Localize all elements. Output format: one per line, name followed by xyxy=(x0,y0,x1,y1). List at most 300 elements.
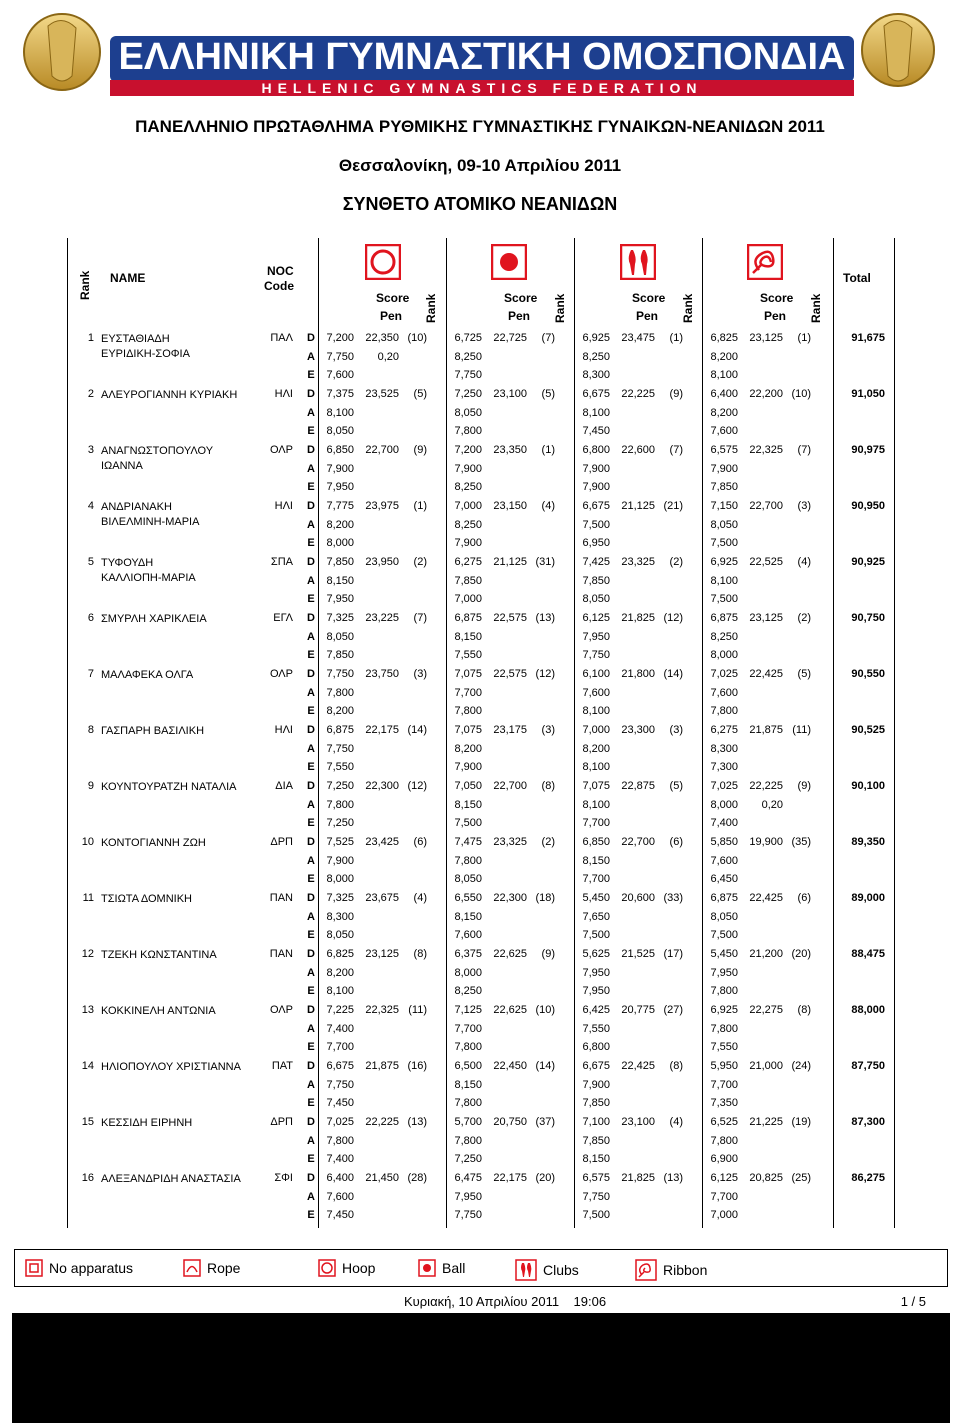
panel-score: 8,050 xyxy=(710,518,738,531)
athlete-name-line2: ΕΥΡΙΔΙΚΗ-ΣΟΦΙΑ xyxy=(101,348,190,360)
panel-score: 8,150 xyxy=(454,798,482,811)
apparatus-score: 23,100 xyxy=(621,1116,655,1128)
apparatus-rank: (9) xyxy=(669,388,683,400)
panel-score: 7,500 xyxy=(582,518,610,531)
panel-score: 7,500 xyxy=(582,929,610,942)
footer-timestamp: Κυριακή, 10 Απριλίου 2011 19:06 xyxy=(404,1294,607,1309)
panel-score: 8,150 xyxy=(454,1078,482,1091)
apparatus-rank: (14) xyxy=(535,1060,555,1072)
panel-score: 7,500 xyxy=(582,1209,610,1222)
panel-score: 7,400 xyxy=(710,817,738,830)
panel-score: 7,700 xyxy=(582,873,610,886)
apparatus-score: 22,575 xyxy=(493,668,527,680)
panel-score: 7,025 xyxy=(326,1116,354,1128)
score-component-label: D xyxy=(307,388,315,400)
apparatus-rank: (11) xyxy=(792,724,811,736)
apparatus-score: 23,225 xyxy=(365,612,399,624)
noc-code: ΔΡΠ xyxy=(270,836,293,848)
panel-score: 7,900 xyxy=(326,462,354,475)
apparatus-score: 22,300 xyxy=(365,780,399,792)
ribbon-rank-header: Rank xyxy=(809,293,823,323)
score-line-e xyxy=(67,422,895,441)
panel-score: 6,825 xyxy=(326,948,354,960)
athlete-row xyxy=(67,441,895,497)
noc-code: ΔΙΑ xyxy=(275,780,293,792)
apparatus-rank: (5) xyxy=(797,668,811,680)
apparatus-score: 23,325 xyxy=(621,556,655,568)
legend-ribbon xyxy=(635,1259,707,1281)
apparatus-rank: (2) xyxy=(797,612,811,624)
score-component-label: D xyxy=(307,1004,315,1016)
apparatus-rank: (3) xyxy=(669,724,683,736)
panel-score: 7,325 xyxy=(326,612,354,624)
athlete-row xyxy=(67,665,895,721)
panel-score: 6,400 xyxy=(326,1172,354,1184)
total-score: 90,525 xyxy=(851,724,885,736)
apparatus-rank: (4) xyxy=(541,500,555,512)
athlete-rank: 3 xyxy=(87,444,94,456)
page-number: 1 / 5 xyxy=(900,1294,926,1309)
panel-score: 7,800 xyxy=(454,1041,482,1054)
panel-score: 7,750 xyxy=(326,1078,354,1091)
ball-icon xyxy=(491,244,527,280)
athlete-name-line1: ΚΟΥΝΤΟΥΡΑΤΖΗ ΝΑΤΑΛΙΑ xyxy=(101,781,237,793)
noc-code: ΗΛΙ xyxy=(274,500,293,512)
apparatus-rank: (3) xyxy=(541,724,555,736)
athlete-name-line1: ΣΜΥΡΛΗ ΧΑΡΙΚΛΕΙΑ xyxy=(101,613,207,625)
panel-score: 8,150 xyxy=(454,910,482,923)
apparatus-score: 20,825 xyxy=(749,1172,783,1184)
apparatus-penalty: 0,20 xyxy=(761,798,783,811)
hoop-pen-header: Pen xyxy=(380,309,403,323)
score-line-a xyxy=(67,740,895,759)
athlete-name xyxy=(101,444,271,474)
panel-score: 7,900 xyxy=(454,537,482,550)
panel-score: 6,275 xyxy=(710,724,738,736)
panel-score: 8,000 xyxy=(326,537,354,550)
ribbon-icon xyxy=(747,244,783,280)
panel-score: 7,950 xyxy=(582,985,610,998)
panel-score: 7,800 xyxy=(454,425,482,438)
legend-ball xyxy=(418,1259,465,1277)
panel-score: 8,200 xyxy=(326,518,354,531)
apparatus-rank: (8) xyxy=(797,1004,811,1016)
athlete-row xyxy=(67,609,895,665)
apparatus-score: 22,575 xyxy=(493,612,527,624)
score-line-a xyxy=(67,908,895,927)
legend-hoop-label: Hoop xyxy=(342,1260,376,1276)
athlete-name-line2: ΒΙΛΕΛΜΙΝΗ-ΜΑΡΙΑ xyxy=(101,516,200,528)
apparatus-rank: (3) xyxy=(797,500,811,512)
apparatus-rank: (9) xyxy=(797,780,811,792)
apparatus-score: 23,100 xyxy=(493,388,527,400)
score-line-e xyxy=(67,1206,895,1225)
panel-score: 7,225 xyxy=(326,1004,354,1016)
hoop-icon xyxy=(318,1259,336,1277)
federation-banner xyxy=(18,6,942,98)
score-component-label: D xyxy=(307,836,315,848)
ribbon-score-header: Score xyxy=(760,291,794,305)
apparatus-rank: (10) xyxy=(407,332,427,344)
score-line-e xyxy=(67,814,895,833)
total-score: 90,550 xyxy=(851,668,885,680)
panel-score: 8,250 xyxy=(454,481,482,494)
panel-score: 7,700 xyxy=(582,817,610,830)
total-score: 88,475 xyxy=(851,948,885,960)
panel-score: 6,925 xyxy=(582,332,610,344)
athlete-name-line1: ΕΥΣΤΑΘΙΑΔΗ xyxy=(101,333,170,345)
ball-pen-header: Pen xyxy=(508,309,531,323)
panel-score: 8,200 xyxy=(326,966,354,979)
score-component-label: A xyxy=(307,518,315,531)
athlete-name-line1: ΤΖΕΚΗ ΚΩΝΣΤΑΝΤΙΝΑ xyxy=(101,949,217,961)
athlete-name-line1: ΑΛΕΥΡΟΓΙΑΝΝΗ ΚΥΡΙΑΚΗ xyxy=(101,389,238,401)
apparatus-rank: (13) xyxy=(663,1172,683,1184)
panel-score: 8,100 xyxy=(326,985,354,998)
panel-score: 7,500 xyxy=(710,929,738,942)
panel-score: 7,550 xyxy=(454,649,482,662)
apparatus-score: 21,000 xyxy=(749,1060,783,1072)
apparatus-score: 22,325 xyxy=(749,444,783,456)
apparatus-score: 21,825 xyxy=(621,612,655,624)
apparatus-rank: (33) xyxy=(663,892,683,904)
panel-score: 8,050 xyxy=(454,873,482,886)
panel-score: 8,250 xyxy=(454,985,482,998)
col-header-code: Code xyxy=(264,279,294,293)
athlete-name xyxy=(101,1172,271,1187)
panel-score: 8,100 xyxy=(582,406,610,419)
panel-score: 6,850 xyxy=(582,836,610,848)
apparatus-rank: (28) xyxy=(407,1172,427,1184)
athlete-rank: 2 xyxy=(87,388,94,400)
apparatus-score: 22,200 xyxy=(749,388,783,400)
score-component-label: E xyxy=(307,649,315,662)
panel-score: 7,525 xyxy=(326,836,354,848)
noc-code: ΠΑΤ xyxy=(271,1060,293,1072)
athlete-name xyxy=(101,668,271,683)
panel-score: 7,700 xyxy=(710,1078,738,1091)
athlete-rank: 12 xyxy=(81,948,94,960)
panel-score: 7,800 xyxy=(326,686,354,699)
athlete-name-line2: ΚΑΛΛΙΟΠΗ-ΜΑΡΙΑ xyxy=(101,572,196,584)
panel-score: 8,100 xyxy=(710,369,738,382)
apparatus-rank: (6) xyxy=(413,836,427,848)
apparatus-score: 20,600 xyxy=(621,892,655,904)
legend-clubs-label: Clubs xyxy=(543,1262,579,1278)
athlete-row xyxy=(67,889,895,945)
score-line-a xyxy=(67,796,895,815)
panel-score: 7,600 xyxy=(710,686,738,699)
panel-score: 7,100 xyxy=(582,1116,610,1128)
col-header-rank: Rank xyxy=(78,270,92,300)
apparatus-rank: (11) xyxy=(408,1004,427,1016)
panel-score: 8,200 xyxy=(582,742,610,755)
apparatus-score: 23,675 xyxy=(365,892,399,904)
panel-score: 6,125 xyxy=(582,612,610,624)
panel-score: 7,000 xyxy=(582,724,610,736)
score-component-label: E xyxy=(307,1153,315,1166)
panel-score: 7,475 xyxy=(454,836,482,848)
athlete-name-line1: ΤΣΙΩΤΑ ΔΟΜΝΙΚΗ xyxy=(101,893,192,905)
panel-score: 6,525 xyxy=(710,1116,738,1128)
panel-score: 7,775 xyxy=(326,500,354,512)
panel-score: 7,850 xyxy=(710,481,738,494)
apparatus-rank: (6) xyxy=(669,836,683,848)
apparatus-rank: (8) xyxy=(541,780,555,792)
athlete-row xyxy=(67,385,895,441)
panel-score: 6,875 xyxy=(710,892,738,904)
panel-score: 7,950 xyxy=(326,593,354,606)
score-component-label: A xyxy=(307,350,315,363)
athlete-name xyxy=(101,892,271,907)
apparatus-rank: (5) xyxy=(541,388,555,400)
apparatus-rank: (4) xyxy=(797,556,811,568)
score-line-a xyxy=(67,628,895,647)
panel-score: 7,800 xyxy=(454,1134,482,1147)
panel-score: 5,700 xyxy=(454,1116,482,1128)
panel-score: 7,850 xyxy=(454,574,482,587)
apparatus-score: 22,525 xyxy=(749,556,783,568)
score-component-label: D xyxy=(307,444,315,456)
score-line-e xyxy=(67,1038,895,1057)
score-component-label: E xyxy=(307,705,315,718)
panel-score: 7,600 xyxy=(454,929,482,942)
apparatus-rank: (13) xyxy=(407,1116,427,1128)
apparatus-rank: (18) xyxy=(535,892,555,904)
score-component-label: D xyxy=(307,892,315,904)
legend-rope-label: Rope xyxy=(207,1260,241,1276)
athlete-name xyxy=(101,948,271,963)
score-component-label: E xyxy=(307,873,315,886)
panel-score: 8,050 xyxy=(582,593,610,606)
score-component-label: E xyxy=(307,593,315,606)
championship-title: ΠΑΝΕΛΛΗΝΙΟ ΠΡΩΤΑΘΛΗΜΑ ΡΥΘΜΙΚΗΣ ΓΥΜΝΑΣΤΙΚΗΣ ΓΥΝΑΙΚΩΝ-ΝΕΑΝΙΔΩΝ 2011 xyxy=(135,117,825,136)
panel-score: 7,450 xyxy=(326,1097,354,1110)
panel-score: 7,400 xyxy=(326,1022,354,1035)
athlete-row xyxy=(67,833,895,889)
score-component-label: A xyxy=(307,1078,315,1091)
panel-score: 7,900 xyxy=(454,761,482,774)
total-score: 90,750 xyxy=(851,612,885,624)
legend-rope xyxy=(183,1259,240,1277)
apparatus-rank: (20) xyxy=(791,948,811,960)
apparatus-rank: (12) xyxy=(407,780,427,792)
ball-rank-header: Rank xyxy=(553,293,567,323)
panel-score: 7,600 xyxy=(326,1190,354,1203)
apparatus-score: 23,125 xyxy=(749,332,783,344)
panel-score: 8,000 xyxy=(710,798,738,811)
panel-score: 7,850 xyxy=(326,649,354,662)
athlete-name xyxy=(101,1004,271,1019)
legend-no-apparatus-label: No apparatus xyxy=(49,1260,134,1276)
apparatus-score: 21,825 xyxy=(621,1172,655,1184)
apparatus-score: 21,525 xyxy=(621,948,655,960)
apparatus-score: 23,525 xyxy=(365,388,399,400)
athlete-row xyxy=(67,553,895,609)
apparatus-score: 20,750 xyxy=(493,1116,527,1128)
panel-score: 8,100 xyxy=(582,761,610,774)
panel-score: 8,200 xyxy=(454,742,482,755)
panel-score: 7,700 xyxy=(326,1041,354,1054)
apparatus-score: 22,225 xyxy=(621,388,655,400)
apparatus-rank: (35) xyxy=(791,836,811,848)
panel-score: 6,125 xyxy=(710,1172,738,1184)
athlete-name-line2: ΙΩΑΝΝΑ xyxy=(101,460,143,472)
panel-score: 7,750 xyxy=(454,1209,482,1222)
panel-score: 8,050 xyxy=(326,425,354,438)
panel-score: 6,875 xyxy=(454,612,482,624)
apparatus-score: 23,750 xyxy=(365,668,399,680)
score-component-label: E xyxy=(307,481,315,494)
panel-score: 7,950 xyxy=(582,966,610,979)
apparatus-rank: (27) xyxy=(663,1004,683,1016)
noc-code: ΕΓΛ xyxy=(273,612,293,624)
athlete-rank: 5 xyxy=(87,556,94,568)
score-line-e xyxy=(67,646,895,665)
noc-code: ΟΛΡ xyxy=(269,668,293,680)
athlete-rows xyxy=(67,329,895,1225)
ball-score-header: Score xyxy=(504,291,538,305)
score-component-label: D xyxy=(307,1116,315,1128)
col-header-total: Total xyxy=(843,271,871,285)
panel-score: 7,800 xyxy=(710,1134,738,1147)
apparatus-score: 22,700 xyxy=(365,444,399,456)
total-score: 86,275 xyxy=(851,1172,885,1184)
athlete-name xyxy=(101,836,271,851)
apparatus-rank: (1) xyxy=(797,332,811,344)
athlete-name xyxy=(101,556,271,586)
score-component-label: A xyxy=(307,1190,315,1203)
athlete-rank: 9 xyxy=(87,780,94,792)
apparatus-score: 22,700 xyxy=(493,780,527,792)
score-line-a xyxy=(67,1188,895,1207)
apparatus-rank: (12) xyxy=(663,612,683,624)
athlete-rank: 11 xyxy=(82,892,94,904)
panel-score: 7,075 xyxy=(454,668,482,680)
apparatus-score: 22,300 xyxy=(493,892,527,904)
score-component-label: D xyxy=(307,780,315,792)
total-score: 90,100 xyxy=(851,780,885,792)
panel-score: 7,950 xyxy=(454,1190,482,1203)
apparatus-score: 23,350 xyxy=(493,444,527,456)
panel-score: 7,850 xyxy=(582,574,610,587)
clubs-icon xyxy=(515,1259,537,1281)
score-component-label: D xyxy=(307,332,315,344)
noc-code: ΟΛΡ xyxy=(269,444,293,456)
panel-score: 7,900 xyxy=(710,462,738,475)
apparatus-rank: (21) xyxy=(663,500,683,512)
panel-score: 7,000 xyxy=(454,500,482,512)
apparatus-penalty: 0,20 xyxy=(377,350,399,363)
panel-score: 7,900 xyxy=(582,462,610,475)
apparatus-rank: (10) xyxy=(535,1004,555,1016)
apparatus-rank: (17) xyxy=(663,948,683,960)
apparatus-rank: (24) xyxy=(791,1060,811,1072)
panel-score: 8,300 xyxy=(326,910,354,923)
apparatus-rank: (4) xyxy=(413,892,427,904)
apparatus-score: 23,175 xyxy=(493,724,527,736)
total-score: 89,350 xyxy=(851,836,885,848)
score-line-e xyxy=(67,758,895,777)
apparatus-score: 23,150 xyxy=(493,500,527,512)
score-component-label: E xyxy=(307,985,315,998)
panel-score: 7,800 xyxy=(454,1097,482,1110)
hoop-score-header: Score xyxy=(376,291,410,305)
legend-no-apparatus xyxy=(25,1259,133,1277)
panel-score: 6,675 xyxy=(582,388,610,400)
apparatus-rank: (7) xyxy=(669,444,683,456)
athlete-row xyxy=(67,1169,895,1225)
apparatus-rank: (20) xyxy=(535,1172,555,1184)
apparatus-score: 22,275 xyxy=(749,1004,783,1016)
panel-score: 6,575 xyxy=(582,1172,610,1184)
score-line-e xyxy=(67,926,895,945)
panel-score: 7,950 xyxy=(710,966,738,979)
panel-score: 8,300 xyxy=(710,742,738,755)
score-line-a xyxy=(67,404,895,423)
athlete-name-line1: ΤΥΦΟΥΔΗ xyxy=(101,557,154,569)
score-component-label: D xyxy=(307,724,315,736)
col-header-noc: NOC xyxy=(267,264,294,278)
panel-score: 7,800 xyxy=(710,1022,738,1035)
panel-score: 6,575 xyxy=(710,444,738,456)
panel-score: 5,950 xyxy=(710,1060,738,1072)
panel-score: 8,100 xyxy=(582,798,610,811)
athlete-name xyxy=(101,1116,271,1131)
total-score: 90,925 xyxy=(851,556,885,568)
panel-score: 6,725 xyxy=(454,332,482,344)
score-component-label: D xyxy=(307,948,315,960)
panel-score: 8,000 xyxy=(710,649,738,662)
panel-score: 7,250 xyxy=(326,780,354,792)
score-line-a xyxy=(67,684,895,703)
apparatus-rank: (7) xyxy=(541,332,555,344)
panel-score: 6,825 xyxy=(710,332,738,344)
score-component-label: A xyxy=(307,406,315,419)
athlete-name xyxy=(101,612,271,627)
apparatus-rank: (7) xyxy=(797,444,811,456)
total-score: 90,950 xyxy=(851,500,885,512)
athlete-rank: 16 xyxy=(81,1172,94,1184)
panel-score: 6,675 xyxy=(582,500,610,512)
apparatus-score: 22,425 xyxy=(749,892,783,904)
apparatus-score: 23,475 xyxy=(621,332,655,344)
panel-score: 6,800 xyxy=(582,444,610,456)
panel-score: 7,000 xyxy=(454,593,482,606)
legend-ball-label: Ball xyxy=(442,1260,466,1276)
legend-ribbon-label: Ribbon xyxy=(663,1262,708,1278)
panel-score: 7,450 xyxy=(582,425,610,438)
athlete-row xyxy=(67,1057,895,1113)
panel-score: 7,550 xyxy=(710,1041,738,1054)
noc-code: ΠΑΛ xyxy=(270,332,293,344)
apparatus-rank: (9) xyxy=(413,444,427,456)
athlete-name xyxy=(101,724,271,739)
apparatus-score: 21,450 xyxy=(365,1172,399,1184)
athlete-name-line1: ΗΛΙΟΠΟΥΛΟΥ ΧΡΙΣΤΙΑΝΝΑ xyxy=(101,1061,241,1073)
apparatus-rank: (13) xyxy=(535,612,555,624)
apparatus-score: 23,975 xyxy=(365,500,399,512)
panel-score: 7,800 xyxy=(454,705,482,718)
panel-score: 6,675 xyxy=(582,1060,610,1072)
panel-score: 7,850 xyxy=(582,1097,610,1110)
apparatus-rank: (3) xyxy=(413,668,427,680)
apparatus-rank: (1) xyxy=(541,444,555,456)
apparatus-rank: (19) xyxy=(791,1116,811,1128)
apparatus-rank: (1) xyxy=(669,332,683,344)
apparatus-score: 22,700 xyxy=(749,500,783,512)
panel-score: 7,200 xyxy=(326,332,354,344)
